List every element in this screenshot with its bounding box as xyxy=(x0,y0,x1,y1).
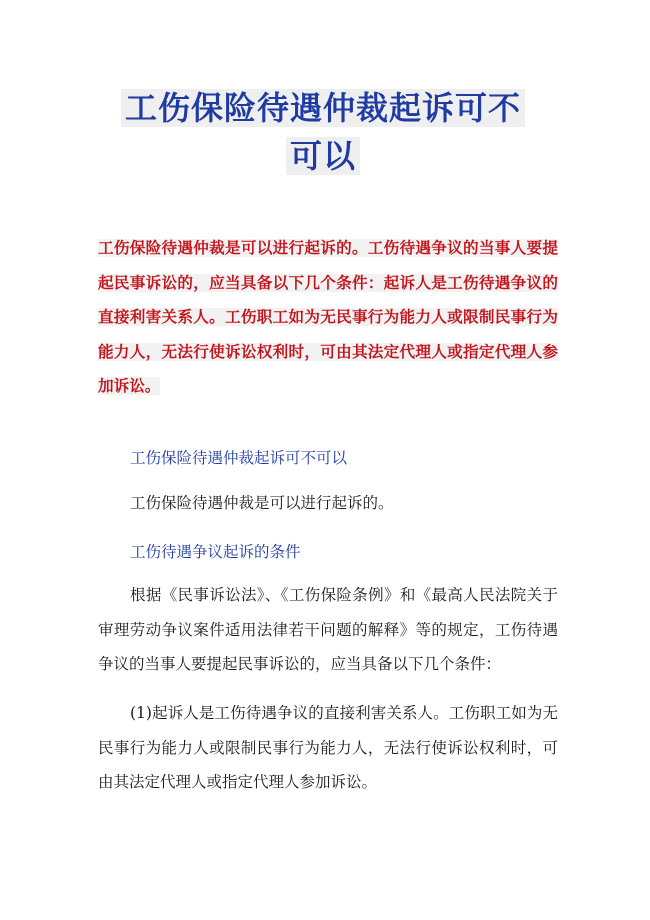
page-title xyxy=(108,84,538,180)
summary-paragraph xyxy=(98,231,558,404)
section-2-paragraph-2: (1)起诉人是工伤待遇争议的直接利害关系人。工伤职工如为无民事行为能力人或限制民事行为能力人，无法行使诉讼权利时，可由其法定代理人或指定代理人参加诉讼。 xyxy=(98,704,558,791)
section-heading-2: 工伤待遇争议起诉的条件 xyxy=(130,543,301,561)
section-1-paragraph-1: 工伤保险待遇仲裁是可以进行起诉的。 xyxy=(130,494,394,512)
section-heading-1: 工伤保险待遇仲裁起诉可不可以 xyxy=(130,449,348,467)
summary-text: 工伤保险待遇仲裁是可以进行起诉的。工伤待遇争议的当事人要提起民事诉讼的，应当具备以下几个条件：起诉人是工伤待遇争议的直接利害关系人。工伤职工如为无民事行为能力人或限制民事行为能力人，无法行使诉讼权利时，可由其法定代理人或指定代理人参加诉讼。 xyxy=(98,239,558,395)
page-title-text: 工伤保险待遇仲裁起诉可不可以 xyxy=(121,89,525,175)
section-2-paragraph-1: 根据《民事诉讼法》、《工伤保险条例》和《最高人民法院关于审理劳动争议案件适用法律若干问题的解释》等的规定，工伤待遇争议的当事人要提起民事诉讼的，应当具备以下几个条件： xyxy=(98,586,558,673)
